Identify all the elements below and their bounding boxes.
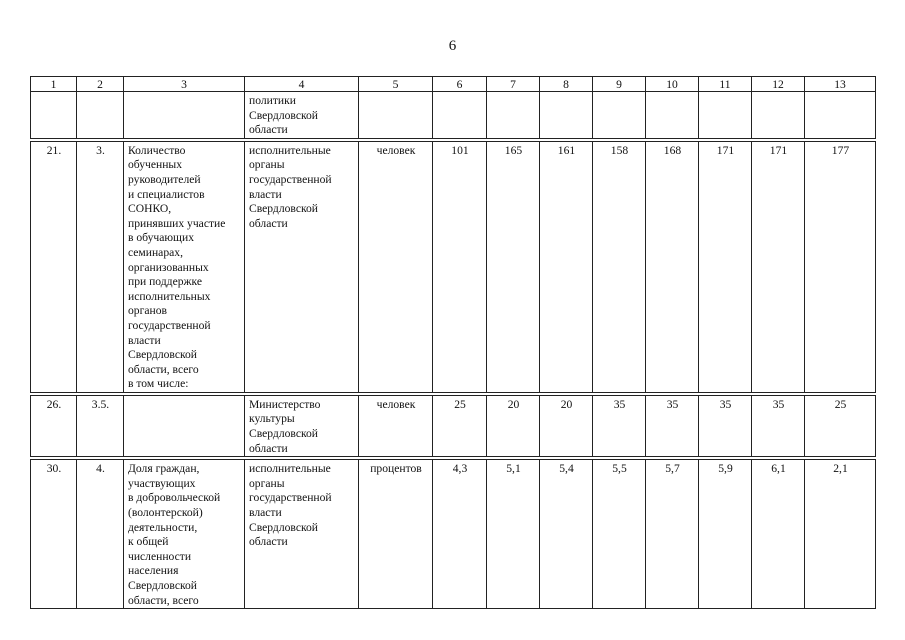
value-cell [593,92,646,139]
value-cell: 6,1 [752,460,805,609]
column-header: 8 [540,77,593,92]
value-cell [433,92,487,139]
row-number-cell: 30. [31,460,77,609]
unit-cell: процентов [359,460,433,609]
responsible-cell: исполнительные органы государственной власти Свердловской области [245,460,359,609]
indicator-name-cell [124,395,245,456]
indicator-name-cell [124,92,245,139]
value-cell: 171 [752,141,805,392]
value-cell: 4,3 [433,460,487,609]
value-cell [699,92,752,139]
column-header: 12 [752,77,805,92]
column-header: 2 [77,77,124,92]
unit-cell [359,92,433,139]
value-cell: 171 [699,141,752,392]
table-row [31,395,876,456]
column-header: 3 [124,77,245,92]
header-row [31,77,876,92]
value-cell: 101 [433,141,487,392]
unit-cell: человек [359,141,433,392]
value-cell: 35 [593,395,646,456]
value-cell: 165 [487,141,540,392]
responsible-cell: исполнительные органы государственной власти Свердловской области [245,141,359,392]
indicator-number-cell [77,92,124,139]
column-header: 4 [245,77,359,92]
value-cell: 5,9 [699,460,752,609]
indicator-name-cell: Количество обученных руководителей и специалистов СОНКО, принявших участие в обучающих семинарах, организованных при поддержке исполнительных органов государственной власти Свердловской области, всего в том числе: [124,141,245,392]
value-cell: 168 [646,141,699,392]
value-cell: 20 [540,395,593,456]
column-header: 11 [699,77,752,92]
column-header: 5 [359,77,433,92]
value-cell [487,92,540,139]
responsible-cell: политики Свердловской области [245,92,359,139]
page-number: 6 [448,38,457,54]
indicator-name-cell: Доля граждан, участвующих в добровольческой (волонтерской) деятельности, к общей численности населения Свердловской области, всего [124,460,245,609]
value-cell [540,92,593,139]
column-header: 6 [433,77,487,92]
value-cell: 5,1 [487,460,540,609]
responsible-cell: Министерство культуры Свердловской области [245,395,359,456]
indicator-number-cell: 4. [77,460,124,609]
column-header: 10 [646,77,699,92]
value-cell: 177 [805,141,876,392]
value-cell: 25 [433,395,487,456]
indicator-number-cell: 3. [77,141,124,392]
column-header: 1 [31,77,77,92]
value-cell: 20 [487,395,540,456]
value-cell: 35 [646,395,699,456]
row-number-cell: 26. [31,395,77,456]
row-number-cell: 21. [31,141,77,392]
unit-cell: человек [359,395,433,456]
value-cell: 158 [593,141,646,392]
row-number-cell [31,92,77,139]
table-row [31,460,876,609]
data-table [30,76,875,609]
value-cell: 161 [540,141,593,392]
table-row [31,92,876,139]
column-header: 13 [805,77,876,92]
table-row [31,141,876,392]
value-cell: 35 [752,395,805,456]
column-header: 9 [593,77,646,92]
value-cell: 5,7 [646,460,699,609]
value-cell [752,92,805,139]
value-cell [646,92,699,139]
value-cell: 2,1 [805,460,876,609]
column-header: 7 [487,77,540,92]
value-cell: 5,5 [593,460,646,609]
value-cell [805,92,876,139]
indicator-number-cell: 3.5. [77,395,124,456]
value-cell: 5,4 [540,460,593,609]
value-cell: 35 [699,395,752,456]
value-cell: 25 [805,395,876,456]
